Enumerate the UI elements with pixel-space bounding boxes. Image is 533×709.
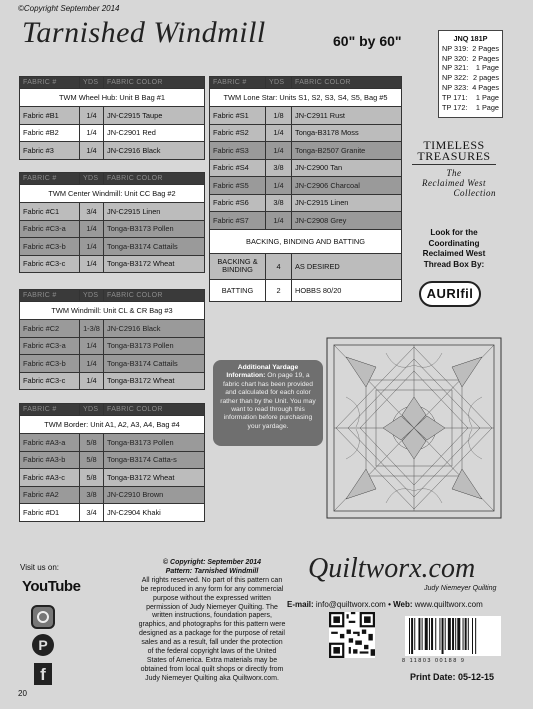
pages-code: TP 171:	[442, 92, 468, 102]
table-row	[20, 238, 205, 256]
backing-title: BACKING, BINDING AND BATTING	[210, 229, 402, 253]
col-color: FABRIC COLOR	[104, 290, 205, 302]
pages-row	[442, 54, 499, 64]
quiltworx-logo: Quiltworx.com	[308, 553, 476, 584]
pages-count: 1 Page	[475, 63, 499, 73]
fabric-color: JN-C2900 Tan	[292, 159, 402, 177]
table-row	[210, 107, 402, 125]
table-row	[20, 434, 205, 452]
batting-label: BATTING	[210, 279, 266, 301]
timeless-treasures-logo	[412, 140, 496, 198]
pages-code: NP 322:	[442, 73, 469, 83]
col-fabric: FABRIC #	[20, 404, 80, 416]
fabric-table-bag4	[19, 403, 205, 522]
barcode-bar	[472, 618, 473, 654]
fabric-color: JN-C2916 Black	[104, 320, 205, 338]
fabric-number: Fabric #3	[20, 142, 80, 160]
fabric-number: Fabric #C3-b	[20, 355, 80, 373]
barcode-bar	[414, 618, 415, 650]
col-yds: YDS	[80, 173, 104, 185]
pages-count: 2 Pages	[472, 53, 499, 63]
barcode-bar	[457, 618, 460, 650]
fabric-number: Fabric #D1	[20, 504, 80, 522]
pages-count: 1 Page	[475, 92, 499, 102]
fabric-yards: 5/8	[80, 451, 104, 469]
fabric-color: JN-C2906 Charcoal	[292, 177, 402, 195]
table-title: TWM Border: Unit A1, A2, A3, A4, Bag #4	[20, 416, 205, 434]
pattern-title: Tarnished Windmill	[22, 16, 266, 49]
fabric-number: Fabric #S2	[210, 124, 266, 142]
pages-row	[442, 44, 499, 54]
additional-body: On page 19, a fabric chart has been provided and calculated for each color rather than by the Unit. You may want to read through this information before purchasing your yardage.	[220, 372, 316, 430]
barcode-bar	[435, 618, 436, 650]
quilt-size: 60" by 60"	[333, 33, 402, 49]
fabric-yards: 1/4	[80, 220, 104, 238]
fabric-color: JN-C2915 Linen	[292, 194, 402, 212]
fabric-number: Fabric #C1	[20, 203, 80, 221]
pages-count: 2 Pages	[472, 43, 499, 53]
barcode-bar	[439, 618, 440, 650]
backing-yds: 4	[266, 253, 292, 279]
col-yds: YDS	[80, 77, 104, 89]
fabric-number: Fabric #A3-b	[20, 451, 80, 469]
table-row	[20, 203, 205, 221]
fabric-color: Tonga-B3174 Cattails	[104, 238, 205, 256]
fabric-color: JN-C2911 Rust	[292, 107, 402, 125]
table-row	[20, 355, 205, 373]
barcode-bar	[425, 618, 428, 650]
fabric-yards: 1/4	[266, 142, 292, 160]
table-row	[210, 159, 402, 177]
col-fabric: FABRIC #	[20, 77, 80, 89]
page-number: 20	[18, 689, 27, 698]
email-label: E-mail:	[287, 600, 314, 609]
fabric-color: Tonga-B3173 Pollen	[104, 434, 205, 452]
barcode-bar	[418, 618, 420, 650]
fabric-number: Fabric #C3-c	[20, 255, 80, 273]
table-row	[20, 124, 205, 142]
pages-code: NP 319:	[442, 43, 469, 53]
email-link[interactable]: info@quiltworx.com	[315, 600, 386, 609]
table-row	[210, 194, 402, 212]
fabric-color: Tonga-B2507 Granite	[292, 142, 402, 160]
pages-count: 1 Page	[475, 102, 499, 112]
youtube-text: YouTube	[22, 578, 81, 595]
fabric-color: JN-C2915 Taupe	[104, 107, 205, 125]
pinterest-icon[interactable]: P	[32, 634, 54, 656]
fabric-number: Fabric #C3-b	[20, 238, 80, 256]
treasures-text: TREASURES	[412, 151, 496, 165]
fabric-yards: 1/4	[80, 238, 104, 256]
quilt-diagram	[326, 337, 502, 519]
pages-row	[442, 73, 499, 83]
table-row	[20, 372, 205, 390]
timeless-text: TIMELESS	[423, 138, 485, 152]
fabric-yards: 1/4	[80, 337, 104, 355]
table-row	[210, 142, 402, 160]
fabric-number: Fabric #C3-c	[20, 372, 80, 390]
table-title: TWM Center Windmill: Unit CC Bag #2	[20, 185, 205, 203]
instagram-icon[interactable]	[31, 605, 55, 629]
barcode-number: 8 11803 00188 9	[402, 658, 466, 664]
table-title: TWM Wheel Hub: Unit B Bag #1	[20, 89, 205, 107]
fabric-number: Fabric #B1	[20, 107, 80, 125]
barcode-bar	[448, 618, 451, 650]
fabric-yards: 3/4	[80, 203, 104, 221]
table-row	[20, 451, 205, 469]
fabric-number: Fabric #S6	[210, 194, 266, 212]
fabric-color: JN-C2908 Grey	[292, 212, 402, 230]
fabric-number: Fabric #A3-c	[20, 469, 80, 487]
fabric-color: Tonga-B3173 Pollen	[104, 337, 205, 355]
contact-line	[287, 600, 483, 609]
fabric-yards: 1/4	[80, 142, 104, 160]
col-color: FABRIC COLOR	[292, 77, 402, 89]
backing-color: AS DESIRED	[292, 253, 402, 279]
batting-color: HOBBS 80/20	[292, 279, 402, 301]
fabric-number: Fabric #A2	[20, 486, 80, 504]
fabric-yards: 1/4	[80, 124, 104, 142]
youtube-icon[interactable]	[22, 578, 81, 595]
fabric-color: Tonga-B3172 Wheat	[104, 372, 205, 390]
fabric-number: Fabric #C3-a	[20, 220, 80, 238]
barcode-bar	[468, 618, 469, 650]
fabric-number: Fabric #C2	[20, 320, 80, 338]
fabric-yards: 1/4	[80, 355, 104, 373]
barcode-bar	[429, 618, 430, 650]
fabric-number: Fabric #S1	[210, 107, 266, 125]
fabric-yards: 1/4	[80, 372, 104, 390]
fabric-number: Fabric #S4	[210, 159, 266, 177]
pages-code: NP 320:	[442, 53, 469, 63]
table-row	[20, 255, 205, 273]
pages-row	[442, 83, 499, 93]
fabric-table-bag5	[209, 76, 402, 302]
fabric-yards: 1/4	[266, 124, 292, 142]
barcode-bar	[409, 618, 410, 654]
copyright-body: All rights reserved. No part of this pattern can be reproduced in any form for any commercial purpose without the expressed written permission of Judy Niemeyer Quilting. The written instructions, foundation papers, graphics, and photographs for this pattern were designed as a package for the purpose of retail sales and as a result, fall under the protection of the federal copyright laws of the United States of America. Extra materials may be obtained from local quilt shops or directly from Judy Niemeyer Quilting aka Quiltworx.com.	[138, 576, 286, 682]
barcode	[405, 616, 501, 656]
fabric-yards: 1/4	[80, 107, 104, 125]
web-label: • Web:	[388, 600, 413, 609]
col-fabric: FABRIC #	[20, 290, 80, 302]
fabric-number: Fabric #C3-a	[20, 337, 80, 355]
col-yds: YDS	[80, 404, 104, 416]
pages-row	[442, 103, 499, 113]
copyright-heading: © Copyright: September 2014	[162, 559, 262, 566]
fabric-color: Tonga-B3172 Wheat	[104, 255, 205, 273]
col-color: FABRIC COLOR	[104, 77, 205, 89]
table-row	[20, 320, 205, 338]
table-row	[20, 220, 205, 238]
col-fabric: FABRIC #	[20, 173, 80, 185]
additional-yardage-box	[213, 360, 323, 446]
batting-yds: 2	[266, 279, 292, 301]
backing-label: BACKING & BINDING	[210, 253, 266, 279]
col-fabric: FABRIC #	[210, 77, 266, 89]
table-row	[20, 469, 205, 487]
print-date: Print Date: 05-12-15	[410, 672, 495, 682]
fabric-yards: 1/4	[80, 255, 104, 273]
fabric-yards: 3/8	[80, 486, 104, 504]
table-row	[210, 177, 402, 195]
fabric-yards: 1/8	[266, 107, 292, 125]
fabric-color: JN-C2901 Red	[104, 124, 205, 142]
barcode-bar	[442, 618, 444, 654]
fabric-number: Fabric #A3-a	[20, 434, 80, 452]
pages-count: 4 Pages	[472, 82, 499, 92]
barcode-bar	[431, 618, 433, 650]
fabric-color: JN-C2916 Black	[104, 142, 205, 160]
table-title: TWM Windmill: Unit CL & CR Bag #3	[20, 302, 205, 320]
fabric-number: Fabric #S5	[210, 177, 266, 195]
table-row	[20, 486, 205, 504]
fabric-color: Tonga-B3172 Wheat	[104, 469, 205, 487]
col-yds: YDS	[80, 290, 104, 302]
aurifil-logo: AURIfil	[419, 281, 481, 307]
fabric-yards: 1/4	[266, 212, 292, 230]
barcode-bar	[455, 618, 456, 650]
fabric-table-bag3	[19, 289, 205, 390]
fabric-yards: 3/8	[266, 194, 292, 212]
quiltworx-sub: Judy Niemeyer Quilting	[424, 585, 497, 592]
barcode-bar	[463, 618, 464, 650]
pages-count: 2 pages	[473, 73, 499, 83]
fabric-yards: 1-3/8	[80, 320, 104, 338]
coordinate-thread-note: Look for the Coordinating Reclaimed West Thread Box By:	[422, 228, 486, 269]
table-row	[20, 142, 205, 160]
fabric-color: JN-C2904 Khaki	[104, 504, 205, 522]
table-row	[210, 124, 402, 142]
table-row	[20, 107, 205, 125]
col-color: FABRIC COLOR	[104, 173, 205, 185]
collection-the: The	[446, 168, 462, 178]
qr-code	[329, 612, 375, 658]
pages-box-header: JNQ 181P	[453, 34, 488, 43]
facebook-icon[interactable]: f	[34, 663, 52, 685]
barcode-bar	[475, 618, 476, 654]
fabric-yards: 3/8	[266, 159, 292, 177]
pages-row	[442, 93, 499, 103]
table-row	[20, 337, 205, 355]
collection-name: Reclaimed West	[422, 178, 486, 188]
table-title: TWM Lone Star: Units S1, S2, S3, S4, S5, Bag #5	[210, 89, 402, 107]
additional-heading: Additional Yardage Information:	[226, 364, 299, 380]
fabric-table-bag1	[19, 76, 205, 160]
copyright-block	[138, 559, 286, 684]
pages-box	[438, 30, 503, 118]
table-row	[210, 212, 402, 230]
pages-code: TP 172:	[442, 102, 468, 112]
fabric-yards: 3/4	[80, 504, 104, 522]
barcode-bar	[422, 618, 423, 650]
pages-code: NP 321:	[442, 63, 469, 73]
fabric-color: Tonga-B3174 Catta-s	[104, 451, 205, 469]
col-color: FABRIC COLOR	[104, 404, 205, 416]
fabric-table-bag2	[19, 172, 205, 273]
fabric-color: Tonga-B3178 Moss	[292, 124, 402, 142]
fabric-number: Fabric #B2	[20, 124, 80, 142]
barcode-bar	[411, 618, 413, 654]
barcode-bar	[465, 618, 467, 650]
table-row	[20, 504, 205, 522]
fabric-color: JN-C2910 Brown	[104, 486, 205, 504]
fabric-number: Fabric #S3	[210, 142, 266, 160]
fabric-color: Tonga-B3174 Cattails	[104, 355, 205, 373]
collection-word: Collection	[453, 188, 496, 198]
pages-row	[442, 63, 499, 73]
fabric-color: Tonga-B3173 Pollen	[104, 220, 205, 238]
barcode-bar	[445, 618, 446, 650]
web-link[interactable]: www.quiltworx.com	[414, 600, 483, 609]
col-yds: YDS	[266, 77, 292, 89]
fabric-yards: 1/4	[266, 177, 292, 195]
fabric-number: Fabric #S7	[210, 212, 266, 230]
fabric-color: JN-C2915 Linen	[104, 203, 205, 221]
copyright-pattern: Pattern: Tarnished Windmill	[165, 567, 259, 575]
pages-code: NP 323:	[442, 82, 469, 92]
copyright-top: ©Copyright September 2014	[18, 4, 120, 13]
fabric-yards: 5/8	[80, 434, 104, 452]
barcode-bar	[452, 618, 454, 650]
visit-us-label: Visit us on:	[20, 563, 59, 572]
fabric-yards: 5/8	[80, 469, 104, 487]
